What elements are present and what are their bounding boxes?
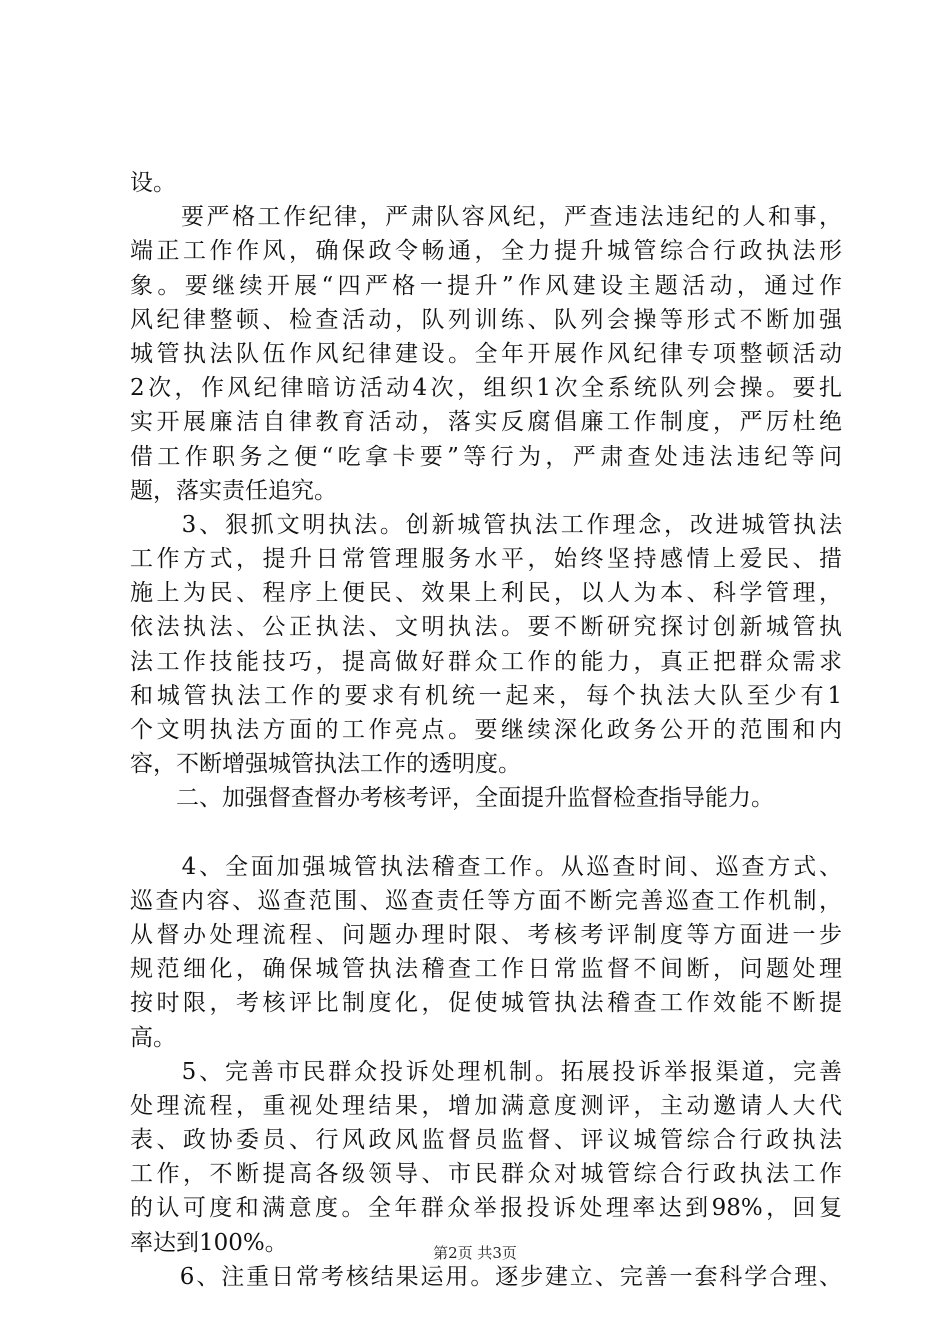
text-line: 的认可度和满意度。全年群众举报投诉处理率达到98%，回复 xyxy=(130,1195,842,1222)
text-line: 表、政协委员、行风政风监督员监督、评议城管综合行政执法 xyxy=(130,1127,842,1154)
text-line: 题，落实责任追究。 xyxy=(130,477,337,504)
text-line: 6、注重日常考核结果运用。逐步建立、完善一套科学合理、 xyxy=(130,1263,842,1290)
text-line: 4、全面加强城管执法稽查工作。从巡查时间、巡查方式、 xyxy=(130,853,842,880)
text-line: 处理流程，重视处理结果，增加满意度测评，主动邀请人大代 xyxy=(130,1092,842,1119)
page-indicator: 第2页 共3页 xyxy=(433,1244,517,1262)
text-line: 借工作职务之便“吃拿卡要”等行为，严肃查处违法违纪等问 xyxy=(130,443,842,470)
text-line: 从督办处理流程、问题办理时限、考核考评制度等方面进一步 xyxy=(130,921,842,948)
paragraph-gap xyxy=(130,816,842,850)
text-line: 规范细化，确保城管执法稽查工作日常监督不间断，问题处理 xyxy=(130,956,842,983)
text-line: 巡查内容、巡查范围、巡查责任等方面不断完善巡查工作机制， xyxy=(130,887,842,914)
text-line: 2次，作风纪律暗访活动4次，组织1次全系统队列会操。要扎 xyxy=(130,375,842,402)
section-heading: 二、加强督查督办考核考评，全面提升监督检查指导能力。 xyxy=(130,785,774,812)
text-line: 率达到100%。 xyxy=(130,1229,288,1256)
text-line: 依法执法、公正执法、文明执法。要不断研究探讨创新城管执 xyxy=(130,614,842,641)
text-line: 施上为民、程序上便民、效果上利民，以人为本、科学管理， xyxy=(130,580,842,607)
text-line: 和城管执法工作的要求有机统一起来，每个执法大队至少有1 xyxy=(130,682,842,709)
text-line: 设。 xyxy=(130,170,176,196)
text-line: 风纪律整顿、检查活动，队列训练、队列会操等形式不断加强 xyxy=(130,306,842,333)
page-footer xyxy=(0,1242,950,1263)
text-line: 工作，不断提高各级领导、市民群众对城管综合行政执法工作 xyxy=(130,1161,842,1188)
text-line: 法工作技能技巧，提高做好群众工作的能力，真正把群众需求 xyxy=(130,648,842,675)
text-line: 5、完善市民群众投诉处理机制。拓展投诉举报渠道，完善 xyxy=(130,1058,842,1085)
text-line: 个文明执法方面的工作亮点。要继续深化政务公开的范围和内 xyxy=(130,717,842,743)
text-line: 实开展廉洁自律教育活动，落实反腐倡廉工作制度，严厉杜绝 xyxy=(130,409,842,436)
text-line: 工作方式，提升日常管理服务水平，始终坚持感情上爱民、措 xyxy=(130,546,842,573)
text-line: 象。要继续开展“四严格一提升”作风建设主题活动，通过作 xyxy=(130,272,842,299)
text-line: 3、狠抓文明执法。创新城管执法工作理念，改进城管执法 xyxy=(130,511,842,538)
text-line: 容，不断增强城管执法工作的透明度。 xyxy=(130,751,521,778)
text-line: 按时限，考核评比制度化，促使城管执法稽查工作效能不断提 xyxy=(130,990,842,1017)
text-line: 城管执法队伍作风纪律建设。全年开展作风纪律专项整顿活动 xyxy=(130,340,842,367)
text-line: 高。 xyxy=(130,1024,176,1051)
text-line: 要严格工作纪律，严肃队容风纪，严查违法违纪的人和事， xyxy=(130,204,842,231)
document-body xyxy=(130,166,842,1294)
text-line: 端正工作作风，确保政令畅通，全力提升城管综合行政执法形 xyxy=(130,238,842,265)
